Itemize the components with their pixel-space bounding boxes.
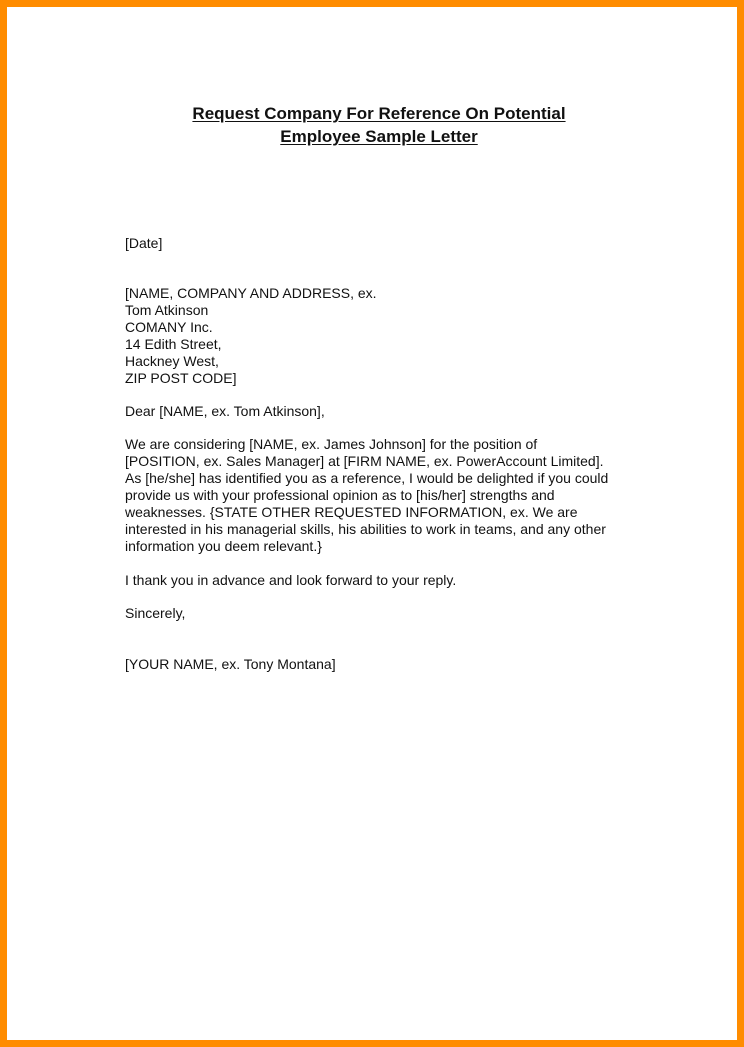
closing-line [125, 572, 645, 589]
title-line-2: Employee Sample Letter [280, 127, 478, 146]
address-line: Tom Atkinson [125, 302, 209, 318]
address-line: 14 Edith Street, [125, 336, 222, 352]
body-line: [POSITION, ex. Sales Manager] at [FIRM NAME, ex. PowerAccount Limited]. [125, 453, 604, 469]
body-line: As [he/she] has identified you as a reference, I would be delighted if you could [125, 470, 609, 486]
closing-text: I thank you in advance and look forward to your reply. [125, 572, 457, 588]
address-line: [NAME, COMPANY AND ADDRESS, ex. [125, 285, 377, 301]
recipient-address [125, 285, 645, 387]
sign-off [125, 605, 645, 622]
body-line: provide us with your professional opinion as to [his/her] strengths and [125, 487, 555, 503]
signature [125, 656, 645, 673]
salutation-text: Dear [NAME, ex. Tom Atkinson], [125, 403, 325, 419]
letter-title [14, 102, 744, 148]
body-line: interested in his managerial skills, his abilities to work in teams, and any other [125, 521, 606, 537]
body-paragraph [125, 436, 645, 555]
address-line: COMANY Inc. [125, 319, 213, 335]
body-line: information you deem relevant.} [125, 538, 322, 554]
date-line [125, 235, 645, 252]
title-line-1: Request Company For Reference On Potential [192, 104, 566, 123]
body-line: weaknesses. {STATE OTHER REQUESTED INFORMATION, ex. We are [125, 504, 578, 520]
date-text: [Date] [125, 235, 163, 251]
address-line: ZIP POST CODE] [125, 370, 237, 386]
letter-page [14, 14, 744, 1047]
body-line: We are considering [NAME, ex. James Johnson] for the position of [125, 436, 538, 452]
sign-off-text: Sincerely, [125, 605, 186, 621]
address-line: Hackney West, [125, 353, 219, 369]
signature-text: [YOUR NAME, ex. Tony Montana] [125, 656, 336, 672]
salutation [125, 403, 645, 420]
